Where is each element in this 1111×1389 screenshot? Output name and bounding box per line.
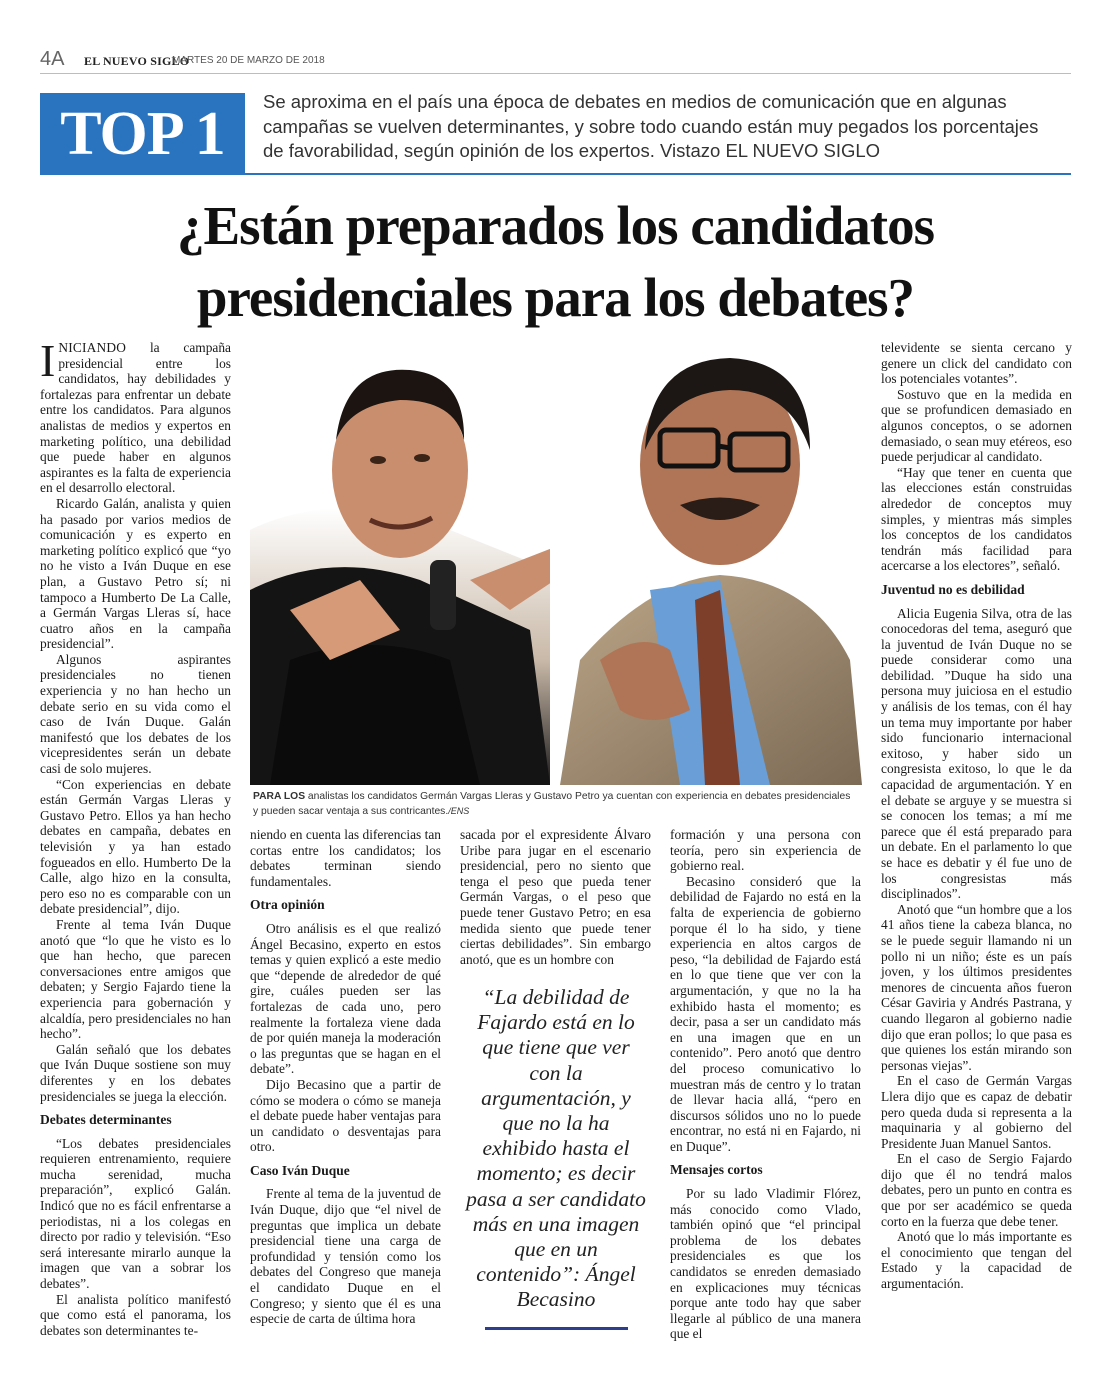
paragraph: Sostuvo que en la medida en que se profundicen demasiado en algunos conceptos, o se adornen demasiado, o sean muy etéreos, eso puede perjudicar al candidato.	[881, 386, 1072, 465]
headline-line-1: ¿Están preparados los candidatos	[176, 195, 934, 256]
paragraph: sacada por el expresidente Álvaro Uribe para jugar en el escenario presidencial, pero no siento que tenga el peso que pueda tener Germán Vargas, o el peso que puede tener Gustavo Petro; en esa medida siento que puede tener ciertas debilidades”. Sin embargo anotó, que es un hombre con	[460, 827, 651, 967]
lead-word: NICIANDO	[58, 340, 127, 355]
paragraph: Frente al tema de la juventud de Iván Duque, dijo que “el nivel de preguntas que implica un debate presidencial tiene una carga de profundidad y tensión como los debates del Congreso que maneja el candidato Duque en el Congreso; y siento que él es una especie de carta de última hora	[250, 1186, 441, 1327]
paragraph: Otro análisis es el que realizó Ángel Becasino, experto en estos temas y quien explicó a este medio que “depende de alrededor de qué gire, cuáles pueden ser las fortalezas de cada uno, pero realmente la fortaleza viene dada de por quién maneja la moderación o las preguntas que se hagan en el debate”.	[250, 920, 441, 1077]
paragraph: formación y una persona con teoría, pero sin experiencia de gobierno real.	[670, 827, 861, 874]
paragraph: En el caso de Sergio Fajardo dijo que él no tendrá malos debates, pero un punto en contra es que por ser académico se queda corto en la fuerza que debe tener.	[881, 1151, 1072, 1229]
paragraph: Anotó que lo más importante es el conocimiento que tengan del Estado y la capacidad de argumentación.	[881, 1229, 1072, 1292]
paragraph: El analista político manifestó que como está el panorama, los debates son determinantes te-	[40, 1291, 231, 1338]
page-number: 4A	[40, 48, 65, 70]
paragraph: En el caso de Germán Vargas Llera dijo que es capaz de debatir pero queda duda si representa a la maquinaria y al gobierno del Presidente Juan Manuel Santos.	[881, 1073, 1072, 1151]
photo-caption	[253, 790, 858, 819]
subheading: Mensajes cortos	[670, 1162, 763, 1178]
article-column-2	[250, 827, 441, 1327]
caption-text: analistas los candidatos Germán Vargas Lleras y Gustavo Petro ya cuentan con experiencia en debates presidenciales y pueden sacar ventaja a sus contricantes.	[253, 791, 851, 817]
section-intro: Se aproxima en el país una época de debates en medios de comunicación que en algunas campañas se vuelven determinantes, y sobre todo cuando están muy pegados los porcentajes de favorabilidad, según opinión de los expertos. Vistazo EL NUEVO SIGLO	[263, 91, 1039, 161]
newspaper-name: EL NUEVO SIGLO	[84, 54, 190, 68]
section-badge	[40, 93, 245, 175]
paragraph: niendo en cuenta las diferencias tan cortas entre los candidatos; los debates terminan siendo fundamentales.	[250, 827, 441, 889]
paragraph: Frente al tema Iván Duque anotó que “lo que he visto es lo que han hecho, que parecen conversaciones entre amigos que debaten; y Sergio Fajardo tiene la experiencia para gobernación y alcaldía, pero presidenciales no han hecho”.	[40, 916, 231, 1042]
lead-text: la campaña presidencial entre los candidatos, hay debilidades y fortalezas para enfrentar un debate entre los candidatos. Para algunos analistas de medios y expertos en marketing político, una debilidad que puede haber en algunos aspirantes es la falta de experiencia en el desarrollo electoral.	[40, 340, 231, 496]
subheading: Debates determinantes	[40, 1112, 172, 1128]
drop-cap: I	[40, 335, 56, 386]
paragraph: Dijo Becasino que a partir de cómo se modera o cómo se maneja el debate puede haber ventajas para un candidato o desventajas para otro.	[250, 1076, 441, 1155]
subheading: Juventud no es debilidad	[881, 581, 1025, 597]
subheading: Caso Iván Duque	[250, 1162, 350, 1178]
page-header	[40, 48, 1071, 74]
pull-quote-rule	[485, 1327, 628, 1330]
paragraph: Algunos aspirantes presidenciales no tienen experiencia y no han hecho un debate serio en su vida como el caso de Iván Duque. Galán manifestó que los debates de los vicepresidentes serán un debate casi de solo mujeres.	[40, 651, 231, 777]
issue-date: MARTES 20 DE MARZO DE 2018	[172, 55, 325, 66]
pull-quote: “La debilidad de Fajardo está en lo que tiene que ver con la argumentación, y que no la ha exhibido hasta el momento; es decir pasa a ser candidato más en una imagen que en un contenido”: Ángel Becasino	[466, 985, 646, 1312]
caption-lead: PARA LOS	[253, 791, 306, 802]
paragraph: Anotó que “un hombre que a los 41 años tiene la cabeza blanca, no se le puede seguir llamando ni un pollo ni un niño; éste es un país joven, y los últimos presidentes menores de cincuenta años fueron César Gaviria y Andrés Pastrana, y cuando llegaron al gobierno nadie dijo que eran pollos; lo que pasa es que quienes los están mirando son personas viejas”.	[881, 901, 1072, 1073]
paragraph	[40, 335, 231, 496]
paragraph: Ricardo Galán, analista y quien ha pasado por varios medios de comunicación y es experto en marketing político explicó que “yo no he visto a Iván Duque en ese plan, a Gustavo Petro sí; ni tampoco a Humberto De La Calle, a Germán Vargas Lleras sí, hace cuatro años en la campaña presidencial”.	[40, 495, 231, 652]
headline-line-2: presidenciales para los debates?	[196, 267, 915, 328]
article-column-5	[881, 340, 1072, 1292]
paragraph: “Con experiencias en debate están Germán Vargas Lleras y Gustavo Petro. Ellos ya han hecho debates en campaña, debates en televisión y ya han estado fogueados en ello. Humberto De la Calle, algo hizo en la consulta, pero eso no es comparable con un debate presidencial”, dijo.	[40, 776, 231, 917]
paragraph: Por su lado Vladimir Flórez, más conocido como Vlado, también opinó que “el principal problema de los debates presidenciales es que los candidatos se enreden demasiado en explicaciones muy técnicas porque ante todo hay que saber llegarle al público de una manera que el	[670, 1186, 861, 1342]
photo-illustration	[250, 330, 862, 785]
paragraph: Galán señaló que los debates que Iván Duque sostiene son muy diferentes y en los debates presidenciales se juega la elección.	[40, 1041, 231, 1104]
paragraph: Alicia Eugenia Silva, otra de las conocedoras del tema, aseguró que la juventud de Iván Duque no se puede considerar como una debilidad. ”Duque ha sido una persona muy juiciosa en el estudio y análisis de los temas, con él hay un tema muy importante por haber sido funcionario internacional exitoso, y haber sido un congresista exitoso, lo que le da capacidad de argumentación. Y en el debate se arguye y se muestra si se conocen los temas; a mí me parece que él está preparado para un debate. En el parlamento lo que se hace es debatir y él fue uno de los congresistas más disciplinados”.	[881, 605, 1072, 902]
caption-credit: /ENS	[448, 806, 470, 816]
article-column-3	[460, 827, 651, 967]
section-badge-label: TOP 1	[60, 99, 225, 168]
paragraph: “Los debates presidenciales requieren entrenamiento, requiere mucha serenidad, mucha preparación”, explicó Galán. Indicó que no es fácil enfrentarse a periodistas, ni a los colegas en directo por radio y televisión. “Eso será interesante mirarlo aunque la imagen que van a sobrar los debates”.	[40, 1135, 231, 1292]
header-divider	[40, 73, 1071, 74]
paragraph: televidente se sienta cercano y genere un click del candidato con los potenciales votantes”.	[881, 340, 1072, 387]
article-headline	[40, 190, 1071, 334]
candidates-photo	[250, 330, 862, 785]
subheading: Otra opinión	[250, 897, 325, 913]
section-divider	[40, 173, 1071, 175]
paragraph: “Hay que tener en cuenta que las elecciones están construidas alrededor de conceptos muy simples, y mientras más simples los conceptos de los candidatos tendrán más facilidad para acercarse a los electores”, señaló.	[881, 464, 1072, 574]
article-column-4	[670, 827, 861, 1342]
paragraph: Becasino consideró que la debilidad de Fajardo no está en la falta de experiencia de gobierno porque él lo ha sido, y tiene experiencia en altos cargos de peso, “la debilidad de Fajardo está en lo que tiene que ver con la argumentación, y que no la ha exhibido hasta el momento; es decir, pasa a ser un candidato más en una imagen que en un contenido”. Pero anotó que dentro del proceso comunicativo lo muestran más de centro y lo tratan de llevar hacia allá, “pero en discursos sólidos uno no lo puede encontrar, no está ni en Fajardo, ni en Duque”.	[670, 873, 861, 1154]
article-column-1	[40, 335, 231, 1338]
